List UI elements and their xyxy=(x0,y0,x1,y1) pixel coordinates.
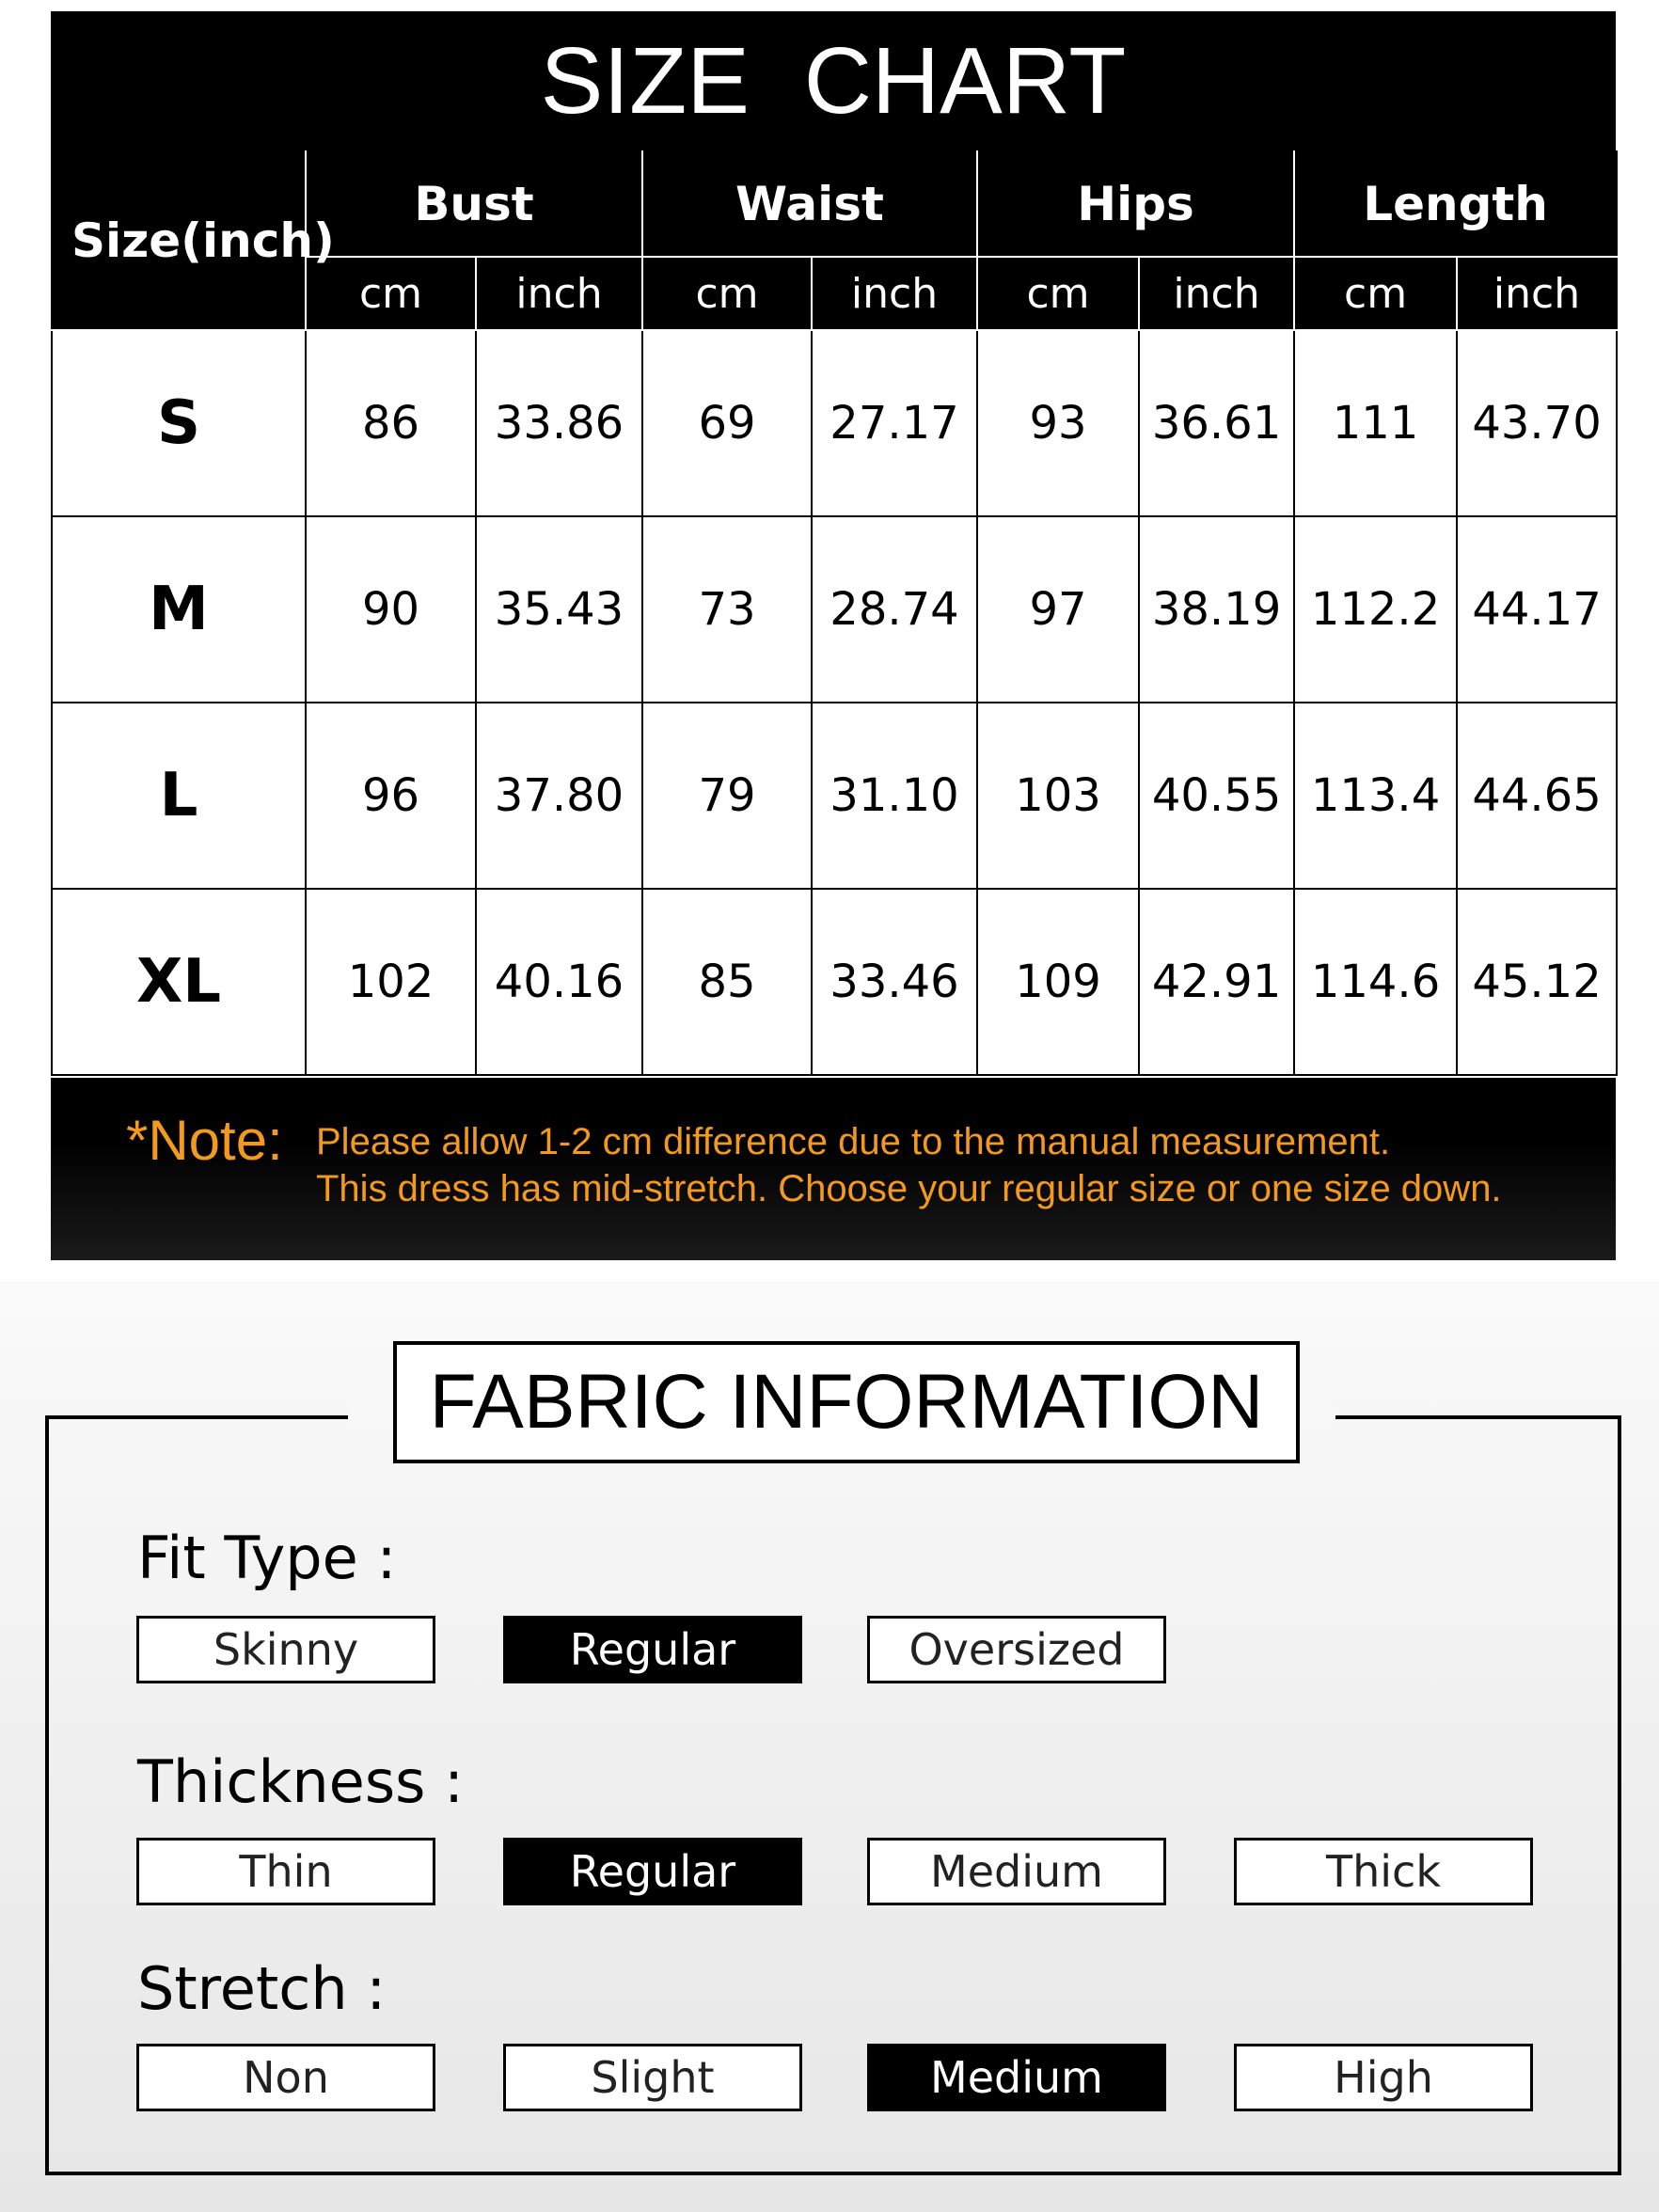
length-header: Length xyxy=(1294,151,1617,257)
fit-option-regular[interactable]: Regular xyxy=(503,1616,802,1683)
bust-header: Bust xyxy=(306,151,642,257)
note-text: Please allow 1-2 cm difference due to the manual measurement. xyxy=(316,1121,1391,1162)
table-cell: 114.6 xyxy=(1294,889,1457,1075)
thickness-option-thick[interactable]: Thick xyxy=(1234,1838,1533,1905)
table-cell: 103 xyxy=(977,703,1139,889)
size-label: S xyxy=(52,330,306,516)
table-cell: 112.2 xyxy=(1294,516,1457,703)
size-chart-title: SIZE CHART xyxy=(51,11,1616,150)
table-cell: 97 xyxy=(977,516,1139,703)
size-label: M xyxy=(52,516,306,703)
table-cell: 31.10 xyxy=(812,703,977,889)
stretch-option-slight[interactable]: Slight xyxy=(503,2044,802,2111)
table-cell: 79 xyxy=(642,703,812,889)
unit-header: inch xyxy=(1457,257,1617,330)
table-cell: 42.91 xyxy=(1139,889,1294,1075)
note-box xyxy=(51,1078,1616,1260)
table-cell: 44.17 xyxy=(1457,516,1617,703)
table-row xyxy=(52,889,1617,1075)
table-cell: 96 xyxy=(306,703,476,889)
table-cell: 28.74 xyxy=(812,516,977,703)
stretch-label: Stretch : xyxy=(137,1954,387,2023)
note-text: This dress has mid-stretch. Choose your regular size or one size down. xyxy=(316,1168,1502,1209)
unit-header: cm xyxy=(1294,257,1457,330)
table-cell: 33.46 xyxy=(812,889,977,1075)
table-cell: 86 xyxy=(306,330,476,516)
unit-header: cm xyxy=(306,257,476,330)
table-cell: 69 xyxy=(642,330,812,516)
table-cell: 73 xyxy=(642,516,812,703)
table-row xyxy=(52,330,1617,516)
fit-type-label: Fit Type : xyxy=(137,1524,397,1592)
size-label: L xyxy=(52,703,306,889)
note-label: *Note: xyxy=(126,1109,283,1172)
unit-header: inch xyxy=(1139,257,1294,330)
thickness-option-medium[interactable]: Medium xyxy=(867,1838,1166,1905)
table-cell: 43.70 xyxy=(1457,330,1617,516)
size-label: XL xyxy=(52,889,306,1075)
table-cell: 27.17 xyxy=(812,330,977,516)
table-cell: 45.12 xyxy=(1457,889,1617,1075)
fabric-title: FABRIC INFORMATION xyxy=(393,1341,1300,1463)
table-cell: 37.80 xyxy=(476,703,642,889)
table-cell: 113.4 xyxy=(1294,703,1457,889)
waist-header: Waist xyxy=(642,151,977,257)
table-cell: 90 xyxy=(306,516,476,703)
table-cell: 38.19 xyxy=(1139,516,1294,703)
table-row xyxy=(52,703,1617,889)
unit-header: inch xyxy=(476,257,642,330)
table-cell: 93 xyxy=(977,330,1139,516)
thickness-label: Thickness : xyxy=(137,1747,465,1816)
table-cell: 44.65 xyxy=(1457,703,1617,889)
hips-header: Hips xyxy=(977,151,1294,257)
thickness-option-regular[interactable]: Regular xyxy=(503,1838,802,1905)
fit-option-oversized[interactable]: Oversized xyxy=(867,1616,1166,1683)
table-cell: 33.86 xyxy=(476,330,642,516)
fit-option-skinny[interactable]: Skinny xyxy=(136,1616,435,1683)
thickness-option-thin[interactable]: Thin xyxy=(136,1838,435,1905)
unit-header: cm xyxy=(642,257,812,330)
table-cell: 111 xyxy=(1294,330,1457,516)
stretch-option-high[interactable]: High xyxy=(1234,2044,1533,2111)
table-cell: 40.55 xyxy=(1139,703,1294,889)
table-row xyxy=(52,516,1617,703)
unit-header: inch xyxy=(812,257,977,330)
table-cell: 102 xyxy=(306,889,476,1075)
stretch-option-non[interactable]: Non xyxy=(136,2044,435,2111)
table-cell: 40.16 xyxy=(476,889,642,1075)
table-cell: 85 xyxy=(642,889,812,1075)
table-cell: 35.43 xyxy=(476,516,642,703)
size-chart-table xyxy=(51,150,1618,1076)
table-cell: 109 xyxy=(977,889,1139,1075)
stretch-option-medium[interactable]: Medium xyxy=(867,2044,1166,2111)
size-column-header: Size(inch) xyxy=(52,151,306,330)
unit-header: cm xyxy=(977,257,1139,330)
table-cell: 36.61 xyxy=(1139,330,1294,516)
